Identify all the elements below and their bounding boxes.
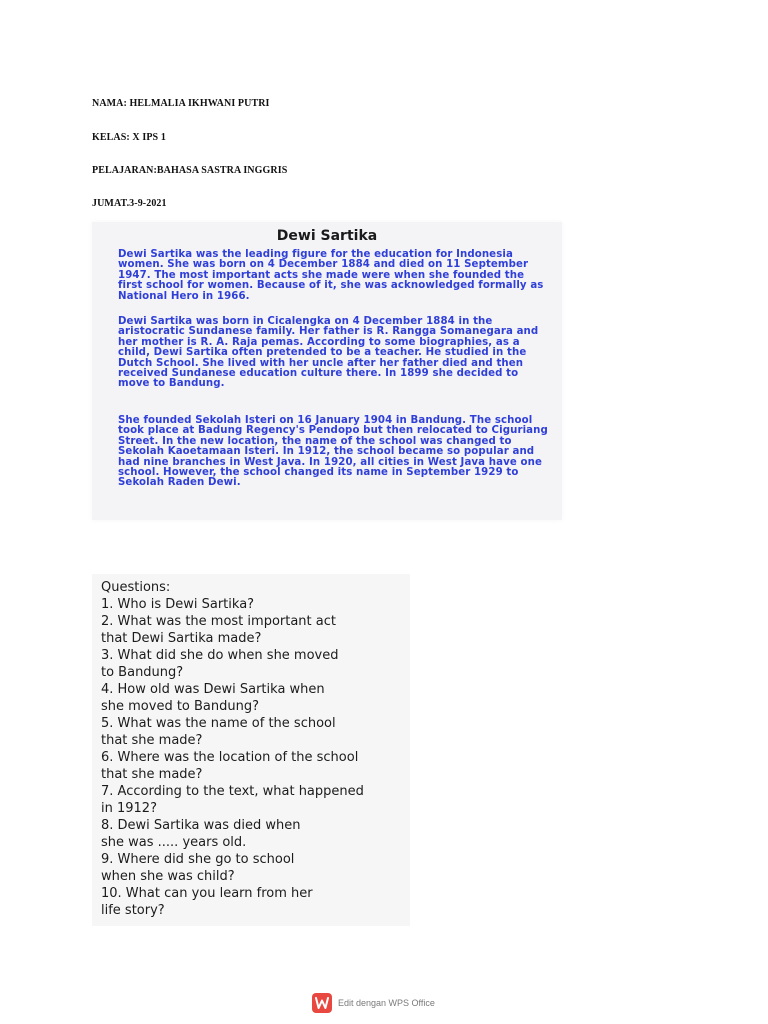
article-paragraph: Dewi Sartika was born in Cicalengka on 4 December 1884 in the aristocratic Sundanese family. Her father is R. Rangga Somanegara and her mother is R. A. Raja pemas. According to some biographies, as a child, Dewi Sartika often pretended to be a teacher. He studied in the Dutch School. She lived with her uncle after her father died and then received Sundanese education culture there. In 1899 she decided to move to Bandung. xyxy=(118,316,539,390)
question-line: when she was child? xyxy=(101,869,235,884)
wps-w-glyph-icon xyxy=(315,997,329,1009)
questions-heading: Questions: xyxy=(101,580,171,595)
question-line: 4. How old was Dewi Sartika when xyxy=(101,682,325,697)
date-line: JUMAT.3-9-2021 xyxy=(92,198,167,209)
student-class: KELAS: X IPS 1 xyxy=(92,132,166,143)
question-line: 6. Where was the location of the school xyxy=(101,750,359,765)
question-line: 9. Where did she go to school xyxy=(101,852,295,867)
question-line: that she made? xyxy=(101,733,203,748)
question-line: to Bandung? xyxy=(101,665,184,680)
question-line: 1. Who is Dewi Sartika? xyxy=(101,597,255,612)
article-image xyxy=(92,222,562,520)
student-name: NAMA: HELMALIA IKHWANI PUTRI xyxy=(92,98,270,109)
question-line: life story? xyxy=(101,903,165,918)
questions-image xyxy=(92,574,410,926)
question-line: she was ..... years old. xyxy=(101,835,247,850)
article-paragraph: She founded Sekolah Isteri on 16 January 1904 in Bandung. The school took place at Badung Regency's Pendopo but then relocated to Ciguriang Street. In the new location, the name of the school was changed to Sekolah Kaoetamaan Isteri. In 1912, the school became so popular and had nine branches in West Java. In 1920, all cities in West Java have one school. However, the school changed its name in September 1929 to Sekolah Raden Dewi. xyxy=(118,415,548,489)
footer-label: Edit dengan WPS Office xyxy=(338,998,435,1008)
question-line: 8. Dewi Sartika was died when xyxy=(101,818,301,833)
article-paragraph: Dewi Sartika was the leading figure for the education for Indonesia women. She was born on 4 December 1884 and died on 11 September 1947. The most important acts she made were when she founded the first school for women. Because of it, she was acknowledged formally as National Hero in 1966. xyxy=(118,249,544,302)
question-line: 7. According to the text, what happened xyxy=(101,784,364,799)
question-line: 3. What did she do when she moved xyxy=(101,648,339,663)
question-line: that she made? xyxy=(101,767,203,782)
question-line: in 1912? xyxy=(101,801,157,816)
question-line: that Dewi Sartika made? xyxy=(101,631,262,646)
question-line: 10. What can you learn from her xyxy=(101,886,313,901)
wps-office-icon xyxy=(312,993,332,1013)
question-line: 5. What was the name of the school xyxy=(101,716,336,731)
question-line: she moved to Bandung? xyxy=(101,699,260,714)
question-line: 2. What was the most important act xyxy=(101,614,336,629)
wps-edit-footer[interactable] xyxy=(312,992,435,1014)
article-title: Dewi Sartika xyxy=(276,228,378,244)
subject-line: PELAJARAN:BAHASA SASTRA INGGRIS xyxy=(92,165,288,176)
